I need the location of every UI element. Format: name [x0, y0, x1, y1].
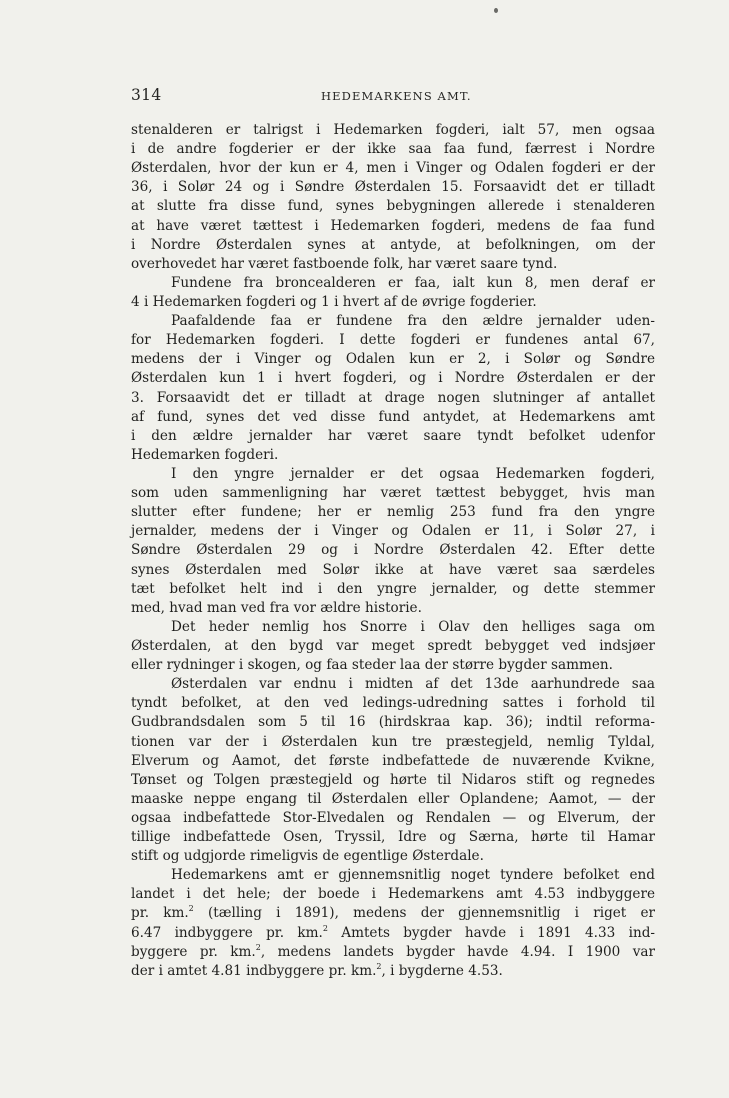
text-line: synes Østerdalen med Solør ikke at have været saa særdeles — [131, 561, 655, 578]
running-head: HEDEMARKENS AMT. — [321, 89, 472, 103]
text-line: Østerdalen, at den bygd var meget spredt bebygget ved indsjøer — [131, 637, 655, 654]
paragraph — [131, 866, 655, 981]
text-line: I den yngre jernalder er det ogsaa Hedemarken fogderi, — [171, 465, 655, 482]
page-number: 314 — [131, 86, 162, 104]
superscript: 2 — [376, 961, 382, 971]
text-line: medens der i Vinger og Odalen kun er 2, i Solør og Søndre — [131, 351, 655, 368]
text-segment: , medens landets bygder havde 4.94. I 1900 var — [260, 943, 655, 960]
text-line: ogsaa indbefattede Stor-Elvedalen og Rendalen — og Elverum, der — [131, 809, 655, 826]
text-segment: (tælling i 1891), medens der gjennemsnitlig i riget er — [193, 905, 656, 922]
text-line: Fundene fra broncealderen er faa, ialt kun 8, men deraf er — [171, 274, 655, 291]
text-line — [131, 904, 655, 923]
paragraph — [131, 121, 655, 274]
text-line: i den ældre jernalder har været saare tyndt befolket udenfor — [131, 427, 655, 444]
ink-speck — [494, 8, 498, 13]
text-line: tæt befolket helt ind i den yngre jernalder, og dette stemmer — [131, 580, 655, 597]
text-line: Elverum og Aamot, det første indbefattede de nuværende Kvikne, — [131, 752, 655, 769]
text-line: med, hvad man ved fra vor ældre historie. — [131, 599, 422, 616]
text-line: af fund, synes det ved disse fund antydet, at Hedemarkens amt — [131, 408, 655, 425]
superscript: 2 — [322, 923, 328, 933]
text-line: 3. Forsaavidt det er tilladt at drage nogen slutninger af antallet — [131, 389, 655, 406]
paragraph — [131, 465, 655, 618]
text-line: at slutte fra disse fund, synes bebygningen allerede i stenalderen — [131, 198, 655, 215]
text-line: som uden sammenligning har været tættest bebygget, hvis man — [131, 485, 655, 502]
superscript: 2 — [255, 942, 261, 952]
text-segment: der i amtet 4.81 indbyggere pr. km. — [131, 962, 377, 979]
paragraph — [131, 312, 655, 465]
text-line: i Nordre Østerdalen synes at antyde, at befolkningen, om der — [131, 236, 655, 253]
text-line: overhovedet har været fastboende folk, har været saare tynd. — [131, 255, 558, 272]
text-line: Det heder nemlig hos Snorre i Olav den helliges saga om — [171, 618, 655, 635]
text-line: tillige indbefattede Osen, Tryssil, Idre og Særna, hørte til Hamar — [131, 829, 655, 846]
text-line: at have været tættest i Hedemarken fogderi, medens de faa fund — [131, 217, 655, 234]
text-line — [131, 924, 655, 943]
text-segment: Amtets bygder havde i 1891 4.33 ind- — [327, 924, 655, 941]
text-line: jernalder, medens der i Vinger og Odalen er 11, i Solør 27, i — [131, 523, 655, 540]
text-line: for Hedemarken fogderi. I dette fogderi er fundenes antal 67, — [131, 332, 655, 349]
text-line: Paafaldende faa er fundene fra den ældre jernalder uden- — [171, 313, 655, 330]
paragraph — [131, 618, 655, 675]
text-line: Østerdalen var endnu i midten af det 13de aarhundrede saa — [171, 676, 655, 693]
text-line: tionen var der i Østerdalen kun tre præstegjeld, nemlig Tyldal, — [131, 733, 655, 750]
text-line: stenalderen er talrigst i Hedemarken fogderi, ialt 57, men ogsaa — [131, 122, 655, 138]
text-line: Østerdalen, hvor der kun er 4, men i Vinger og Odalen fogderi er der — [131, 160, 655, 177]
text-line: Hedemarken fogderi. — [131, 446, 279, 463]
text-line: Gudbrandsdalen som 5 til 16 (hirdskraa kap. 36); indtil reforma- — [131, 714, 655, 731]
text-line: landet i det hele; der boede i Hedemarkens amt 4.53 indbyggere — [131, 886, 655, 903]
page-header — [131, 86, 655, 108]
body-text — [131, 121, 655, 981]
text-line — [131, 962, 655, 981]
superscript: 2 — [188, 904, 194, 914]
text-line: i de andre fogderier er der ikke saa faa fund, færrest i Nordre — [131, 141, 655, 158]
text-segment: byggere pr. km. — [131, 943, 256, 960]
text-segment: pr. km. — [131, 905, 189, 922]
text-line — [131, 943, 655, 962]
text-segment: 6.47 indbyggere pr. km. — [131, 924, 323, 941]
text-line: Hedemarkens amt er gjennemsnitlig noget tyndere befolket end — [171, 867, 655, 884]
text-line: Søndre Østerdalen 29 og i Nordre Østerdalen 42. Efter dette — [131, 542, 655, 559]
text-line: tyndt befolket, at den ved ledings-udredning sattes i forhold til — [131, 695, 655, 712]
text-line: Østerdalen kun 1 i hvert fogderi, og i Nordre Østerdalen er der — [131, 370, 655, 387]
text-line: maaske neppe engang til Østerdalen eller Oplandene; Aamot, — der — [131, 790, 655, 807]
text-line: eller rydninger i skogen, og faa steder laa der større bygder sammen. — [131, 657, 613, 674]
paragraph — [131, 675, 655, 866]
paragraph — [131, 274, 655, 312]
text-line: slutter efter fundene; her er nemlig 253 fund fra den yngre — [131, 504, 655, 521]
text-line: Tønset og Tolgen præstegjeld og hørte til Nidaros stift og regnedes — [131, 771, 655, 788]
text-segment: , i bygderne 4.53. — [381, 962, 503, 979]
text-line: 36, i Solør 24 og i Søndre Østerdalen 15. Forsaavidt det er tilladt — [131, 179, 655, 196]
text-line: stift og udgjorde rimeligvis de egentlige Østerdale. — [131, 848, 484, 865]
text-line: 4 i Hedemarken fogderi og 1 i hvert af de øvrige fogderier. — [131, 293, 537, 310]
